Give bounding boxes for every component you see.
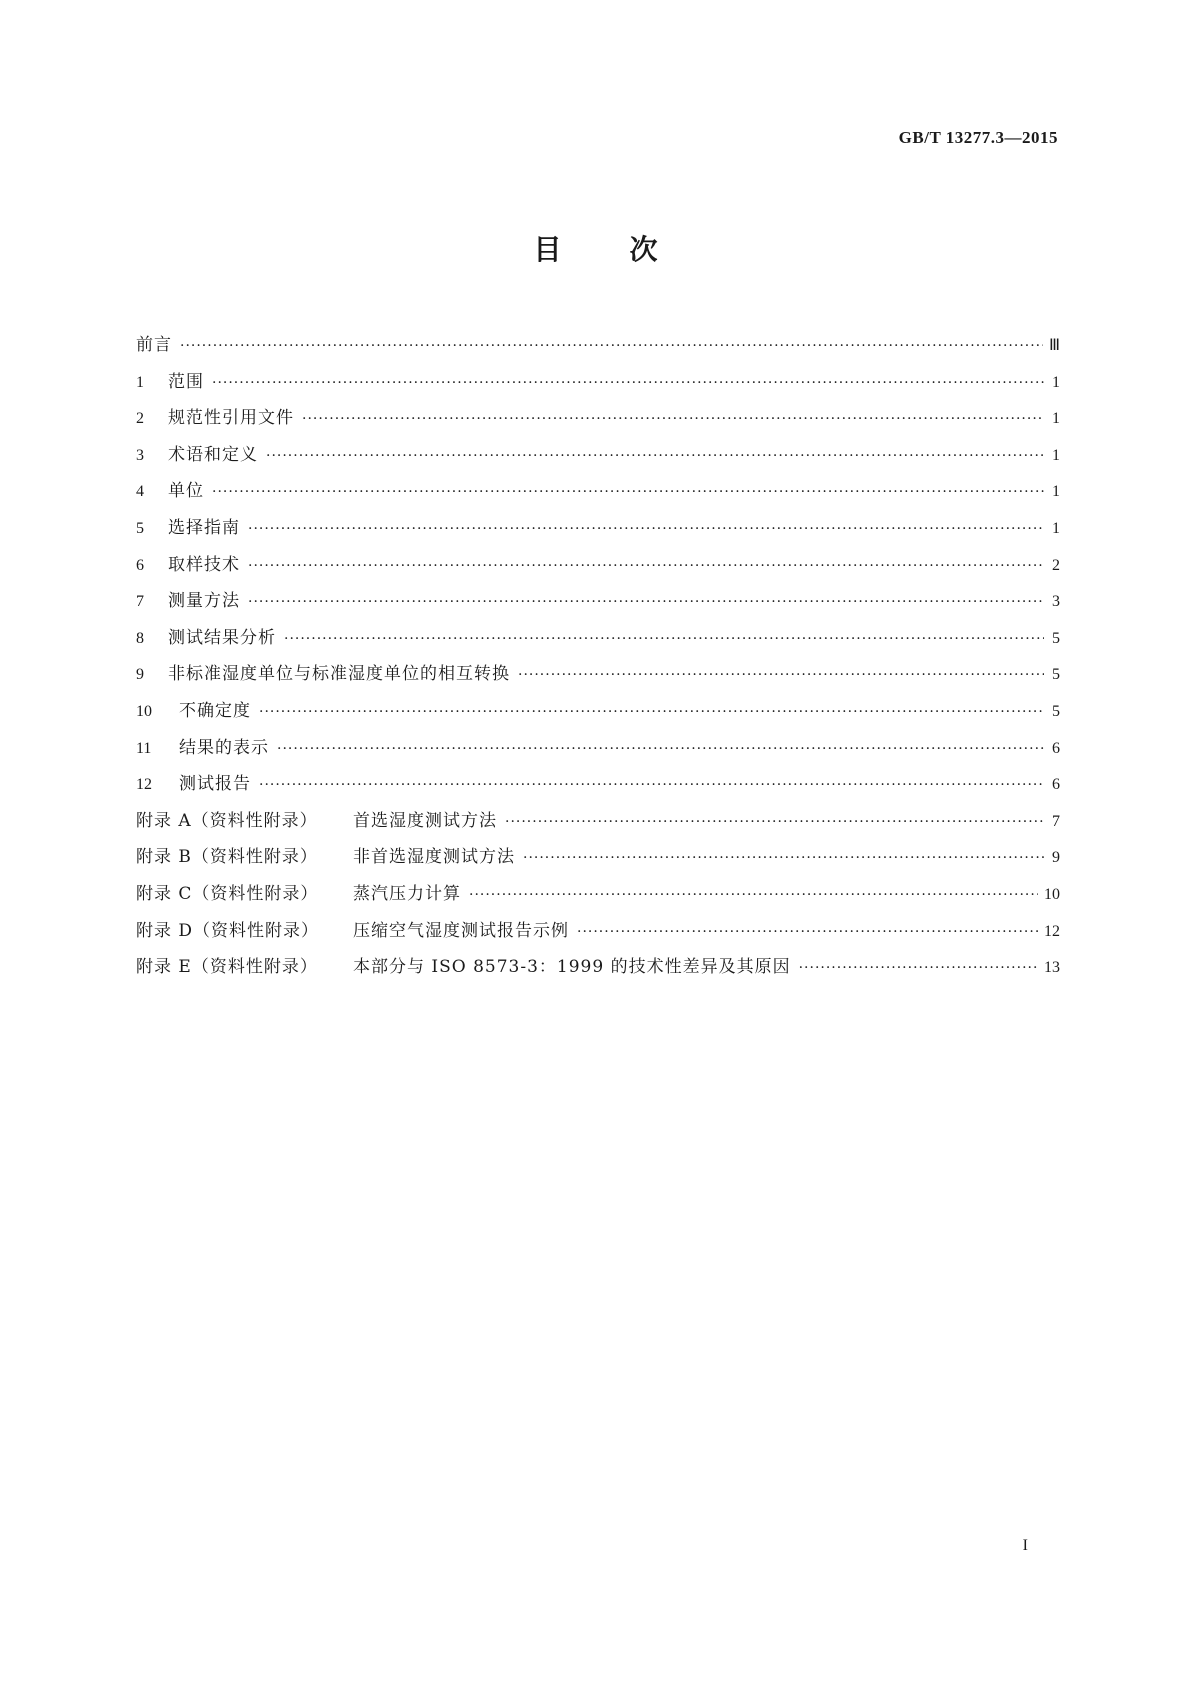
toc-leader-dots — [259, 767, 1044, 804]
toc-entry-section-3[interactable] — [136, 437, 1060, 474]
toc-page-number: Ⅲ — [1048, 337, 1060, 354]
toc-entry-appendix-e[interactable] — [136, 949, 1060, 986]
toc-entry-section-6[interactable] — [136, 547, 1060, 584]
toc-entry-section-12[interactable] — [136, 766, 1060, 803]
toc-entry-section-4[interactable] — [136, 473, 1060, 510]
toc-leader-dots — [259, 694, 1044, 731]
toc-page-number: 5 — [1052, 666, 1060, 684]
toc-label: 选择指南 — [168, 517, 240, 538]
toc-page-number: 12 — [1044, 922, 1060, 940]
toc-entry-appendix-c[interactable] — [136, 876, 1060, 913]
toc-entry-section-9[interactable] — [136, 656, 1060, 693]
toc-leader-dots — [505, 804, 1044, 841]
toc-number: 10 — [136, 702, 152, 720]
toc-leader-dots — [577, 914, 1038, 951]
toc-leader-dots — [284, 621, 1044, 658]
toc-entry-section-8[interactable] — [136, 620, 1060, 657]
toc-leader-dots — [248, 511, 1044, 548]
toc-entry-section-1[interactable] — [136, 364, 1060, 401]
toc-leader-dots — [799, 950, 1038, 987]
toc-label: 不确定度 — [179, 700, 251, 721]
toc-entry-section-2[interactable] — [136, 400, 1060, 437]
toc-label: 本部分与 ISO 8573-3：1999 的技术性差异及其原因 — [353, 957, 791, 978]
toc-label: 前言 — [136, 335, 172, 355]
toc-page-number: 7 — [1052, 812, 1060, 830]
toc-number: 12 — [136, 776, 152, 794]
toc-label: 非标准湿度单位与标准湿度单位的相互转换 — [168, 664, 510, 685]
toc-number: 9 — [136, 666, 144, 684]
page-title — [0, 228, 1191, 268]
standard-code: GB/T 13277.3—2015 — [898, 128, 1058, 147]
toc-number: 5 — [136, 519, 144, 537]
toc-page-number: 5 — [1052, 702, 1060, 720]
toc-page-number: 1 — [1052, 410, 1060, 428]
toc-label: 范围 — [168, 371, 204, 392]
toc-entry-section-11[interactable] — [136, 730, 1060, 767]
toc-page-number: 5 — [1052, 629, 1060, 647]
toc-label: 结果的表示 — [179, 737, 269, 758]
toc-number: 4 — [136, 483, 144, 501]
toc-number: 11 — [136, 739, 152, 757]
toc-leader-dots — [248, 548, 1044, 585]
toc-number: 3 — [136, 446, 144, 464]
toc-number: 2 — [136, 410, 144, 428]
appendix-prefix: 附录 D（资料性附录） — [136, 920, 320, 941]
toc-leader-dots — [469, 877, 1038, 914]
toc-page-number: 6 — [1052, 776, 1060, 794]
toc-label: 首选湿度测试方法 — [353, 810, 497, 831]
toc-leader-dots — [212, 474, 1044, 511]
toc-page-number: 10 — [1044, 885, 1060, 903]
toc-page-number: 1 — [1052, 483, 1060, 501]
toc-page-number: 9 — [1052, 849, 1060, 867]
toc-number: 6 — [136, 556, 144, 574]
toc-entry-section-5[interactable] — [136, 510, 1060, 547]
toc-label: 测试报告 — [179, 774, 251, 795]
toc-leader-dots — [212, 365, 1044, 402]
toc-page-number: 3 — [1052, 593, 1060, 611]
toc-label: 压缩空气湿度测试报告示例 — [353, 920, 569, 941]
table-of-contents — [136, 327, 1060, 986]
toc-number: 1 — [136, 373, 144, 391]
toc-entry-section-7[interactable] — [136, 583, 1060, 620]
toc-entry-section-10[interactable] — [136, 693, 1060, 730]
title-char-1: 目 — [533, 233, 562, 266]
toc-label: 单位 — [168, 481, 204, 502]
toc-entry-appendix-d[interactable] — [136, 913, 1060, 950]
toc-label: 非首选湿度测试方法 — [353, 847, 515, 868]
toc-page-number: 1 — [1052, 373, 1060, 391]
toc-label: 规范性引用文件 — [168, 408, 294, 429]
toc-page-number: 2 — [1052, 556, 1060, 574]
toc-label: 取样技术 — [168, 554, 240, 575]
toc-entry-foreword[interactable] — [136, 327, 1060, 364]
toc-leader-dots — [523, 840, 1044, 877]
toc-leader-dots — [277, 731, 1044, 768]
toc-entry-appendix-b[interactable] — [136, 839, 1060, 876]
toc-page-number: 1 — [1052, 446, 1060, 464]
toc-label: 测量方法 — [168, 591, 240, 612]
toc-number: 7 — [136, 593, 144, 611]
toc-page-number: 6 — [1052, 739, 1060, 757]
toc-leader-dots — [248, 584, 1044, 621]
appendix-prefix: 附录 B（资料性附录） — [136, 847, 318, 868]
toc-leader-dots — [266, 438, 1044, 475]
toc-label: 术语和定义 — [168, 444, 258, 465]
title-char-2: 次 — [629, 233, 658, 266]
page-number: I — [1022, 1537, 1028, 1554]
toc-leader-dots — [302, 401, 1044, 438]
toc-leader-dots — [180, 328, 1043, 365]
toc-label: 测试结果分析 — [168, 627, 276, 648]
appendix-prefix: 附录 C（资料性附录） — [136, 883, 319, 904]
toc-number: 8 — [136, 629, 144, 647]
appendix-prefix: 附录 E（资料性附录） — [136, 957, 318, 978]
toc-label: 蒸汽压力计算 — [353, 883, 461, 904]
toc-entry-appendix-a[interactable] — [136, 803, 1060, 840]
toc-page-number: 13 — [1044, 959, 1060, 977]
toc-leader-dots — [518, 657, 1044, 694]
toc-page-number: 1 — [1052, 519, 1060, 537]
appendix-prefix: 附录 A（资料性附录） — [136, 810, 318, 831]
